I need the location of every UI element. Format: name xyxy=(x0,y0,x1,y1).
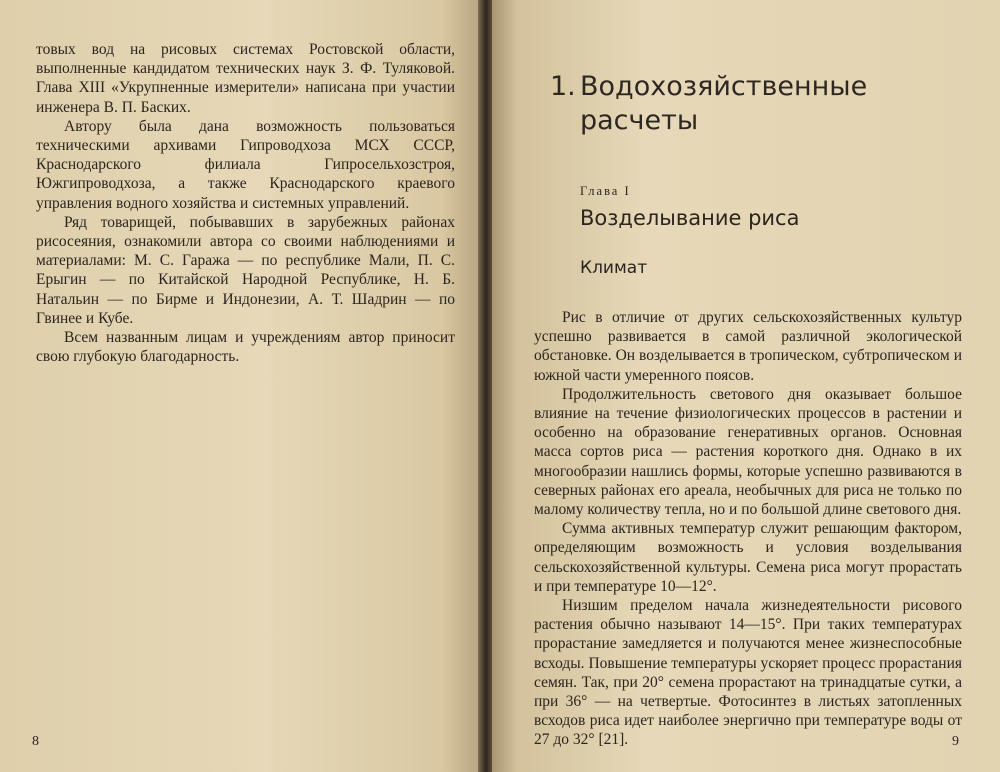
part-title xyxy=(550,70,867,138)
part-title-line-2: расчеты xyxy=(580,105,699,136)
part-number: 1. xyxy=(550,71,576,102)
paragraph: Продолжительность светового дня оказывает большое влияние на течение физиологических процессов в растении и особенно на образование генеративных органов. Основная масса сортов риса — растения короткого дня. Однако в их многообразии нашлись формы, которые успешно развиваются в северных районах его ареала, необычных для риса не только по малому количеству тепла, но и по большой длине светового дня. xyxy=(534,385,962,519)
paragraph: Ряд товарищей, побывавших в зарубежных районах рисосеяния, ознакомили автора со своими наблюдениями и материалами: М. С. Гаража — по республике Мали, П. С. Ерыгин — по Китайской Народной Республике, Н. Б. Натальин — по Бирме и Индонезии, А. Т. Шадрин — по Гвинее и Кубе. xyxy=(36,213,455,327)
part-title-line-1: Водохозяйственные xyxy=(580,71,868,102)
chapter-title: Возделывание риса xyxy=(580,206,800,230)
paragraph: товых вод на рисовых системах Ростовской области, выполненные кандидатом технических наук З. Ф. Туляковой. Глава XIII «Укрупненные измерители» написана при участии инженера В. П. Баских. xyxy=(36,41,455,116)
page-number-left: 8 xyxy=(32,734,39,749)
paragraph: Автору была дана возможность пользоваться техническими архивами Гипроводхоза МСХ СССР, Краснодарского филиала Гипросельхозстроя, Южгипроводхоза, а также Краснодарского краевого управления водного хозяйства и системных управлений. xyxy=(36,117,455,212)
right-page-text xyxy=(534,308,962,750)
page-number-right: 9 xyxy=(952,734,959,749)
paragraph: Сумма активных температур служит решающим фактором, определяющим возможность и условия возделывания сельскохозяйственной культуры. Семена риса могут прорастать и при температуре 10—12°. xyxy=(534,520,962,595)
paragraph: Рис в отличие от других сельскохозяйственных культур успешно развивается в самой различной экологической обстановке. Он возделывается в тропическом, субтропическом и южной части умеренного поясов. xyxy=(534,309,962,384)
paragraph: Всем названным лицам и учреждениям автор приносит свою глубокую благодарность. xyxy=(36,329,455,366)
left-page xyxy=(0,0,480,772)
paragraph: Низшим пределом начала жизнедеятельности рисового растения обычно называют 14—15°. При таких температурах прорастание замедляется и получаются менее жизнеспособные всходы. Повышение температуры ускоряет процесс прорастания семян. Так, при 20° семена прорастают на тринадцатые сутки, а при 36° — на четвертые. Фотосинтез в листьях затопленных всходов риса идет наиболее энергично при температуре воды от 27 до 32° [21]. xyxy=(534,597,962,749)
section-title: Климат xyxy=(580,258,648,278)
right-page xyxy=(492,0,1000,772)
left-page-text xyxy=(36,40,455,366)
chapter-label: Глава I xyxy=(580,184,631,198)
